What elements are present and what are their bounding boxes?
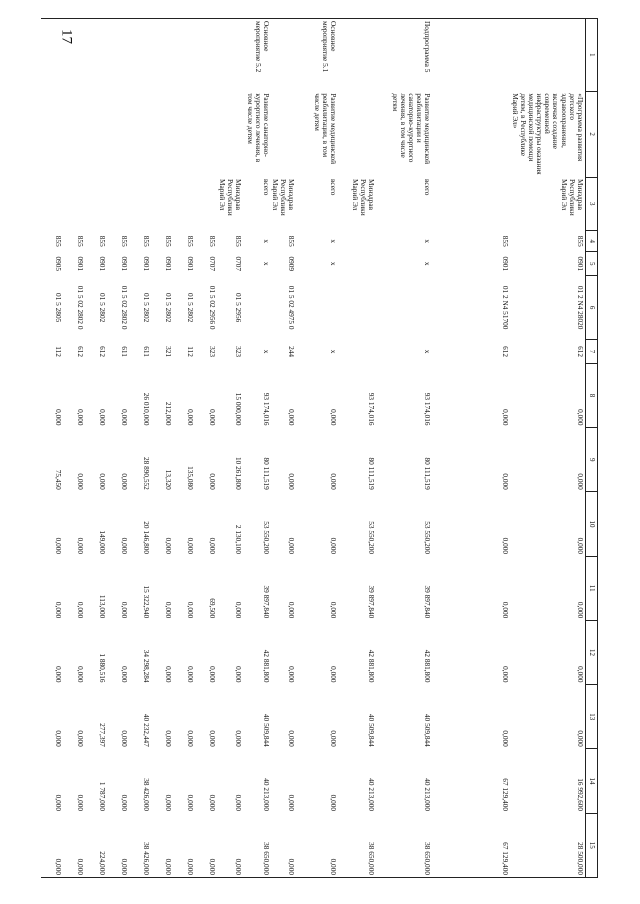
cell-col-3: всего: [329, 179, 339, 196]
table-body: [41, 19, 585, 878]
cell-col-10: 53 550,200: [261, 521, 271, 555]
cell-col-15: 0,000: [63, 813, 85, 877]
cell-col-10: 2 130,100: [233, 524, 243, 555]
cell-col-8: 15 000,000: [233, 392, 243, 426]
cell-col-11: 0,000: [576, 601, 585, 619]
cell-col-5: [338, 252, 376, 276]
cell-col-13: 0,000: [186, 730, 196, 747]
cell-col-1: [173, 19, 195, 92]
cell-col-3: Минздрав Республики Марий Эл: [271, 179, 297, 216]
cell-col-10: 53 550,200: [423, 521, 433, 555]
cell-col-14: 38 426,000: [142, 778, 152, 812]
table-row: [432, 19, 510, 878]
table-row: [107, 19, 129, 878]
cell-col-3: [151, 177, 173, 231]
cell-col-2: [151, 91, 173, 177]
cell-col-8: 0,000: [576, 409, 585, 426]
cell-col-3: [195, 177, 217, 231]
cell-col-11: 0,000: [233, 601, 243, 619]
cell-col-13: 0,000: [120, 730, 130, 747]
cell-col-14: 0,000: [76, 794, 86, 812]
cell-col-3: Минздрав Республики Марий Эл: [351, 179, 377, 216]
column-number-3: 3: [586, 177, 598, 231]
cell-col-1: [432, 19, 510, 92]
cell-col-8: 0,000: [120, 409, 130, 426]
cell-col-3: всего: [423, 179, 433, 196]
column-number-4: 4: [586, 231, 598, 252]
cell-col-14: 0,000: [208, 794, 218, 812]
table-row: [85, 19, 107, 878]
cell-col-9: 0,000: [576, 473, 585, 490]
cell-col-13: 0,000: [54, 730, 64, 747]
cell-col-15: 0,000: [107, 813, 129, 877]
cell-col-2: [217, 91, 243, 177]
cell-col-3: [129, 177, 151, 231]
cell-col-9: 13,320: [164, 469, 174, 490]
table-row: [338, 19, 376, 878]
cell-col-13: 0,000: [501, 730, 511, 747]
cell-col-7: 611: [142, 346, 152, 357]
cell-col-1: [41, 19, 63, 92]
cell-col-1: [217, 19, 243, 92]
cell-col-13: 40 509,844: [423, 713, 433, 747]
cell-col-12: 0,000: [287, 666, 297, 683]
column-number-12: 12: [586, 620, 598, 684]
cell-col-8: 0,000: [98, 409, 108, 426]
cell-col-4: 855: [186, 235, 196, 247]
cell-col-7: 612: [576, 346, 585, 358]
cell-col-11: 0,000: [501, 601, 511, 619]
cell-col-9: 0,000: [76, 473, 86, 490]
cell-col-7: [338, 340, 376, 364]
cell-col-2: [41, 91, 63, 177]
cell-col-7: 612: [76, 346, 86, 358]
cell-col-9: 0,000: [501, 473, 511, 490]
cell-col-6: 01 5 2802: [164, 293, 174, 323]
cell-col-9: 80 111,519: [367, 457, 377, 490]
cell-col-7: x: [261, 349, 271, 354]
cell-col-3: [63, 177, 85, 231]
cell-col-6: 01 5 2802: [186, 293, 196, 323]
cell-col-8: 0,000: [287, 409, 297, 426]
cell-col-15: 0,000: [151, 813, 173, 877]
cell-col-7: 612: [501, 346, 511, 358]
table-row: [151, 19, 173, 878]
cell-col-14: 0,000: [54, 794, 64, 812]
cell-col-5: 0901: [186, 256, 196, 272]
cell-col-3: Минздрав Республики Марий Эл: [217, 179, 243, 216]
cell-col-5: x: [423, 261, 433, 266]
cell-col-1: [63, 19, 85, 92]
cell-col-2: [85, 91, 107, 177]
cell-col-12: 0,000: [208, 666, 218, 683]
cell-col-5: 0707: [233, 256, 243, 272]
column-number-8: 8: [586, 363, 598, 427]
cell-col-10: 0,000: [501, 537, 511, 555]
cell-col-8: 93 174,016: [423, 392, 433, 426]
cell-col-13: 40 509,844: [367, 713, 377, 747]
cell-col-14: 0,000: [287, 794, 297, 812]
cell-col-15: 0,000: [173, 813, 195, 877]
table-row: [243, 19, 271, 878]
table-row: [173, 19, 195, 878]
cell-col-1: [338, 19, 376, 92]
cell-col-5: 0901: [76, 256, 86, 272]
cell-col-3: [85, 177, 107, 231]
cell-col-2: [195, 91, 217, 177]
budget-table: [41, 18, 598, 878]
cell-col-15: 224,000: [85, 813, 107, 877]
cell-col-8: 0,000: [501, 409, 511, 426]
cell-col-12: 34 298,284: [142, 649, 152, 683]
cell-col-12: 0,000: [164, 666, 174, 683]
cell-col-12: 0,000: [233, 666, 243, 683]
cell-col-8: 0,000: [208, 409, 218, 426]
cell-col-8: 0,000: [76, 409, 86, 426]
column-number-row: [586, 19, 598, 878]
cell-col-9: 28 890,552: [142, 456, 152, 490]
cell-col-12: 0,000: [501, 666, 511, 683]
cell-col-1: [107, 19, 129, 92]
cell-col-2: «Программа развития детского здравоохранения, включая создание современной инфраструктуры оказания медицинской помощи детям, в Республике Марий Эл»: [510, 93, 585, 175]
cell-col-6: 01 2 N4 51700: [501, 285, 511, 330]
cell-col-7: x: [423, 349, 433, 354]
cell-col-5: 0901: [142, 256, 152, 272]
cell-col-6: 01 5 2956: [233, 293, 243, 323]
cell-col-8: 0,000: [186, 409, 196, 426]
cell-col-13: 0,000: [576, 730, 585, 747]
cell-col-7: 323: [233, 346, 243, 358]
cell-col-14: 40 213,000: [261, 778, 271, 812]
cell-col-4: 855: [501, 235, 511, 247]
cell-col-14: 40 213,000: [423, 778, 433, 812]
cell-col-15: 28 500,000: [510, 813, 585, 877]
cell-col-5: 0905: [54, 256, 64, 272]
cell-col-13: 40 509,844: [261, 713, 271, 747]
cell-col-4: 855: [576, 235, 585, 247]
cell-col-5: 0707: [208, 256, 218, 272]
cell-col-2: [129, 91, 151, 177]
cell-col-7: 244: [287, 346, 297, 358]
cell-col-4: x: [423, 239, 433, 244]
cell-col-2: [173, 91, 195, 177]
cell-col-11: 0,000: [76, 601, 86, 619]
cell-col-15: 67 129,400: [432, 813, 510, 877]
cell-col-11: 0,000: [186, 601, 196, 619]
cell-col-3: Минздрав Республики Марий Эл: [559, 179, 585, 216]
cell-col-13: 277,397: [98, 723, 108, 747]
cell-col-13: 0,000: [329, 730, 339, 747]
cell-col-6: [296, 276, 338, 340]
cell-col-9: 75,450: [54, 469, 64, 490]
cell-col-4: [338, 231, 376, 252]
cell-col-3: [432, 177, 510, 231]
cell-col-5: 0901: [120, 256, 130, 272]
cell-col-10: 0,000: [164, 537, 174, 555]
cell-col-7: 112: [186, 346, 196, 357]
cell-col-10: 0,000: [76, 537, 86, 555]
cell-col-4: 855: [120, 235, 130, 247]
cell-col-3: [41, 177, 63, 231]
cell-col-9: 80 111,519: [423, 457, 433, 490]
table-row: [510, 19, 585, 878]
cell-col-2: [63, 91, 85, 177]
cell-col-10: 0,000: [329, 537, 339, 555]
cell-col-14: 0,000: [120, 794, 130, 812]
cell-col-15: 38 426,000: [129, 813, 151, 877]
cell-col-8: 26 010,000: [142, 392, 152, 426]
cell-col-9: 0,000: [208, 473, 218, 490]
cell-col-5: x: [329, 261, 339, 266]
cell-col-1: [151, 19, 173, 92]
cell-col-6: 01 5 02 2802 0: [120, 285, 130, 330]
cell-col-1: [85, 19, 107, 92]
cell-col-6: 01 5 02 4975 0: [287, 285, 297, 330]
cell-col-10: 0,000: [208, 537, 218, 555]
cell-col-1: Основное мероприятие 5.1: [296, 19, 338, 92]
cell-col-11: 15 322,940: [142, 585, 152, 619]
cell-col-4: 855: [164, 235, 174, 247]
table-row: [217, 19, 243, 878]
cell-col-4: 855: [208, 235, 218, 247]
cell-col-12: 0,000: [76, 666, 86, 683]
cell-col-14: 0,000: [186, 794, 196, 812]
cell-col-7: 112: [54, 346, 64, 357]
cell-col-2: [338, 91, 376, 177]
table-row: [296, 19, 338, 878]
cell-col-2: Развитие медицинской реабилитации и санаторно-курортного лечения, в том числе детям: [390, 93, 433, 165]
cell-col-11: 0,000: [329, 601, 339, 619]
cell-col-15: 0,000: [271, 813, 297, 877]
cell-col-14: 1 787,000: [98, 781, 108, 812]
cell-col-11: 39 897,840: [423, 585, 433, 619]
cell-col-6: 01 5 2802: [142, 293, 152, 323]
cell-col-5: 0901: [576, 256, 585, 272]
cell-col-5: x: [261, 261, 271, 266]
cell-col-13: 0,000: [287, 730, 297, 747]
cell-col-14: 40 213,000: [367, 778, 377, 812]
cell-col-11: 69,500: [208, 598, 218, 619]
cell-col-1: Основное мероприятие 5.2: [243, 19, 271, 92]
cell-col-1: [271, 19, 297, 92]
page-number: 17: [58, 29, 75, 44]
cell-col-3: [173, 177, 195, 231]
cell-col-1: [195, 19, 217, 92]
cell-col-5: 0901: [164, 256, 174, 272]
column-number-15: 15: [586, 813, 598, 877]
cell-col-13: 0,000: [233, 730, 243, 747]
cell-col-6: 01 5 02 2802 0: [76, 285, 86, 330]
column-number-13: 13: [586, 685, 598, 749]
cell-col-7: 612: [98, 346, 108, 358]
column-number-1: 1: [586, 19, 598, 92]
cell-col-7: x: [329, 349, 339, 354]
cell-col-8: 212,000: [164, 401, 174, 426]
cell-col-12: 0,000: [120, 666, 130, 683]
column-number-11: 11: [586, 556, 598, 620]
table-row: [63, 19, 85, 878]
cell-col-12: 42 881,800: [261, 649, 271, 683]
cell-col-9: 10 261,800: [233, 456, 243, 490]
cell-col-4: 855: [54, 235, 64, 247]
cell-col-10: 20 146,800: [142, 521, 152, 555]
cell-col-11: 0,000: [164, 601, 174, 619]
cell-col-2: [271, 91, 297, 177]
table-row: [129, 19, 151, 878]
cell-col-10: 0,000: [576, 537, 585, 555]
table-row: [271, 19, 297, 878]
cell-col-13: 0,000: [208, 730, 218, 747]
rotated-page: [54, 18, 598, 878]
cell-col-7: 323: [208, 346, 218, 358]
column-number-5: 5: [586, 252, 598, 276]
cell-col-4: x: [329, 239, 339, 244]
cell-col-11: 39 897,840: [367, 585, 377, 619]
cell-col-11: 0,000: [54, 601, 64, 619]
cell-col-15: 38 650,000: [376, 813, 432, 877]
cell-col-12: 0,000: [54, 666, 64, 683]
cell-col-14: 0,000: [164, 794, 174, 812]
column-number-14: 14: [586, 749, 598, 813]
cell-col-8: 0,000: [329, 409, 339, 426]
cell-col-1: [129, 19, 151, 92]
cell-col-6: 01 2 N4 28020: [576, 285, 585, 330]
table-row: [376, 19, 432, 878]
cell-col-12: 42 881,800: [367, 649, 377, 683]
column-number-7: 7: [586, 340, 598, 364]
cell-col-14: 16 992,600: [576, 778, 585, 812]
cell-col-13: 40 232,447: [142, 713, 152, 747]
cell-col-10: 0,000: [186, 537, 196, 555]
cell-col-4: x: [261, 239, 271, 244]
cell-col-1: [510, 19, 585, 92]
cell-col-10: 0,000: [54, 537, 64, 555]
cell-col-5: 0909: [287, 256, 297, 272]
cell-col-14: 0,000: [233, 794, 243, 812]
cell-col-12: 0,000: [576, 666, 585, 683]
cell-col-15: 38 650,000: [243, 813, 271, 877]
cell-col-6: [243, 276, 271, 340]
cell-col-14: 0,000: [329, 794, 339, 812]
column-number-9: 9: [586, 428, 598, 492]
cell-col-3: [107, 177, 129, 231]
column-number-10: 10: [586, 492, 598, 556]
cell-col-11: 0,000: [120, 601, 130, 619]
cell-col-12: 0,000: [329, 666, 339, 683]
table-row: [195, 19, 217, 878]
cell-col-6: 01 5 02 2956 0: [208, 285, 218, 330]
cell-col-2: Развитие медицинской реабилитации, в том числе детям: [313, 93, 339, 165]
cell-col-6: 01 5 2802: [98, 293, 108, 323]
cell-col-9: 0,000: [120, 473, 130, 490]
cell-col-14: 67 129,400: [501, 778, 511, 812]
table-row: [41, 19, 63, 878]
column-number-6: 6: [586, 276, 598, 340]
cell-col-12: 42 881,800: [423, 649, 433, 683]
cell-col-7: 321: [164, 346, 174, 358]
cell-col-10: 149,000: [98, 530, 108, 555]
cell-col-13: 0,000: [164, 730, 174, 747]
cell-col-10: 0,000: [120, 537, 130, 555]
cell-col-2: [107, 91, 129, 177]
cell-col-1: Подпрограмма 5: [376, 19, 432, 92]
cell-col-8: 93 174,016: [261, 392, 271, 426]
cell-col-11: 113,000: [98, 594, 108, 619]
cell-col-2: Развитие санаторно-курортного лечения, в том числе детям: [245, 93, 271, 163]
cell-col-6: 01 5 2805: [54, 293, 64, 323]
cell-col-5: 0901: [98, 256, 108, 272]
column-number-2: 2: [586, 91, 598, 177]
cell-col-7: 611: [120, 346, 130, 357]
cell-col-5: 0901: [501, 256, 511, 272]
cell-col-8: 93 174,016: [367, 392, 377, 426]
cell-col-10: 53 550,200: [367, 521, 377, 555]
cell-col-4: 855: [76, 235, 86, 247]
cell-col-9: 0,000: [329, 473, 339, 490]
cell-col-15: 0,000: [217, 813, 243, 877]
cell-col-4: 855: [233, 235, 243, 247]
cell-col-15: 38 650,000: [338, 813, 376, 877]
cell-col-11: 0,000: [287, 601, 297, 619]
cell-col-4: 855: [287, 235, 297, 247]
cell-col-8: 0,000: [54, 409, 64, 426]
cell-col-15: 0,000: [195, 813, 217, 877]
cell-col-6: [376, 276, 432, 340]
cell-col-6: [338, 276, 376, 340]
cell-col-9: 0,000: [98, 473, 108, 490]
cell-col-12: 1 880,516: [98, 653, 108, 683]
cell-col-2: [432, 91, 510, 177]
cell-col-11: 39 897,840: [261, 585, 271, 619]
cell-col-9: 0,000: [287, 473, 297, 490]
cell-col-12: 0,000: [186, 666, 196, 683]
cell-col-10: 0,000: [287, 537, 297, 555]
cell-col-13: 0,000: [76, 730, 86, 747]
cell-col-4: 855: [142, 235, 152, 247]
cell-col-15: 0,000: [296, 813, 338, 877]
cell-col-9: 80 111,519: [261, 457, 271, 490]
cell-col-4: 855: [98, 235, 108, 247]
cell-col-15: 0,000: [41, 813, 63, 877]
cell-col-3: всего: [261, 179, 271, 196]
cell-col-9: 135,080: [186, 466, 196, 490]
